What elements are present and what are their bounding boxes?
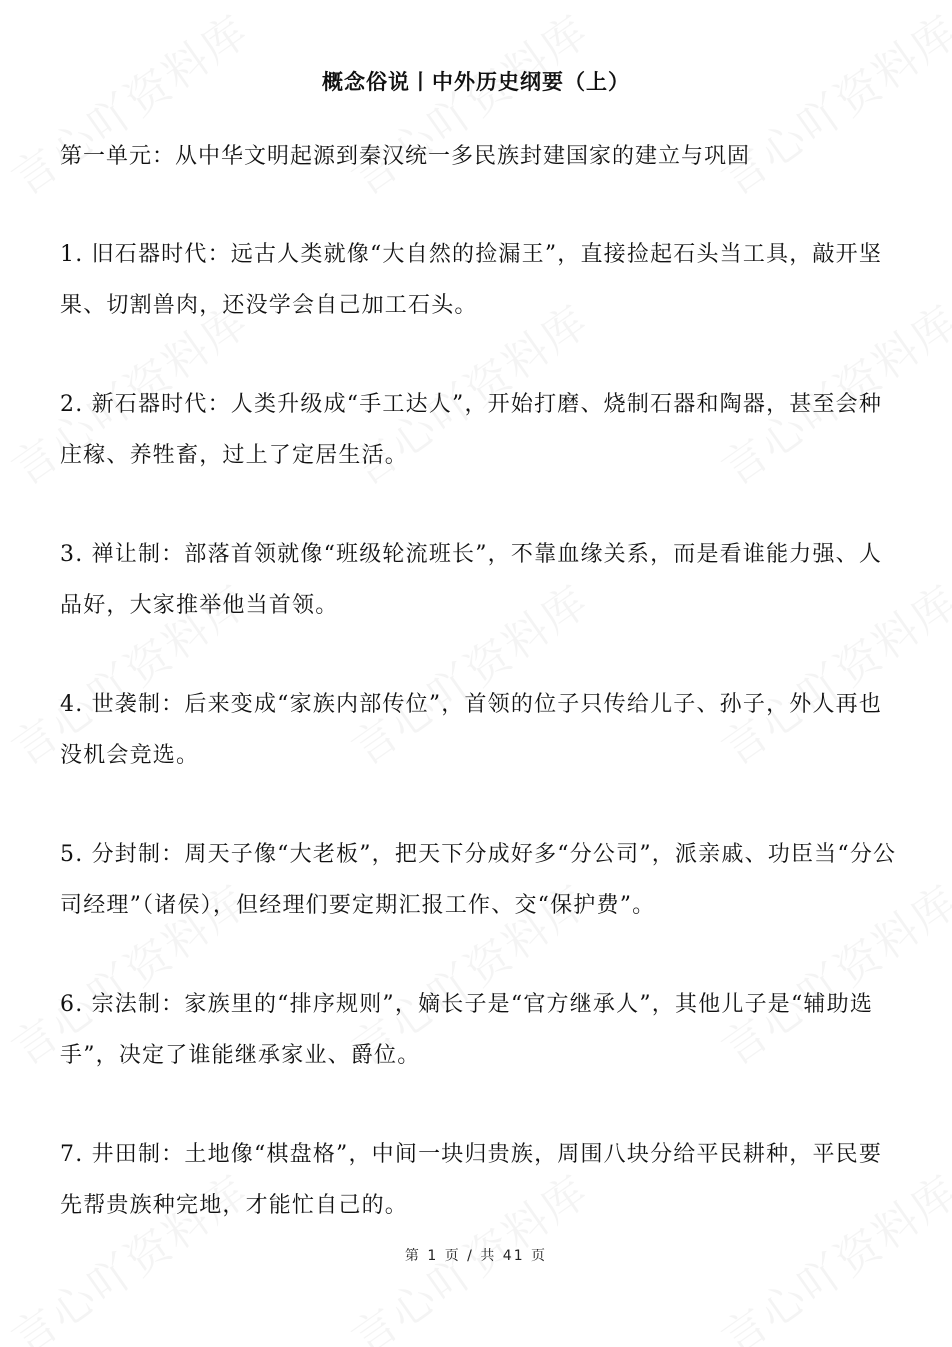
concept-item: 3. 禅让制：部落首领就像“班级轮流班长”，不靠血缘关系，而是看谁能力强、人品好，大家推举他当首领。 (60, 542, 883, 618)
concept-item: 4. 世袭制：后来变成“家族内部传位”，首领的位子只传给儿子、孙子，外人再也没机会竞选。 (60, 692, 883, 768)
document-title: 概念俗说丨中外历史纲要（上） (322, 69, 630, 94)
concept-item: 7. 井田制：土地像“棋盘格”，中间一块归贵族，周围八块分给平民耕种，平民要先帮贵族种完地，才能忙自己的。 (60, 1142, 883, 1218)
concept-item: 6. 宗法制：家族里的“排序规则”，嫡长子是“官方继承人”，其他儿子是“辅助选手”，决定了谁能继承家业、爵位。 (60, 992, 874, 1068)
concept-item: 1. 旧石器时代：远古人类就像“大自然的捡漏王”，直接捡起石头当工具，敲开坚果、切割兽肉，还没学会自己加工石头。 (60, 242, 883, 318)
concept-item: 5. 分封制：周天子像“大老板”，把天下分成好多“分公司”，派亲戚、功臣当“分公司经理”（诸侯），但经理们要定期汇报工作、交“保护费”。 (60, 842, 897, 918)
unit-heading: 第一单元：从中华文明起源到秦汉统一多民族封建国家的建立与巩固 (60, 144, 751, 169)
concept-item: 2. 新石器时代：人类升级成“手工达人”，开始打磨、烧制石器和陶器，甚至会种庄稼、养牲畜，过上了定居生活。 (60, 392, 883, 468)
page-number-footer: 第 1 页 / 共 41 页 (404, 1248, 548, 1264)
